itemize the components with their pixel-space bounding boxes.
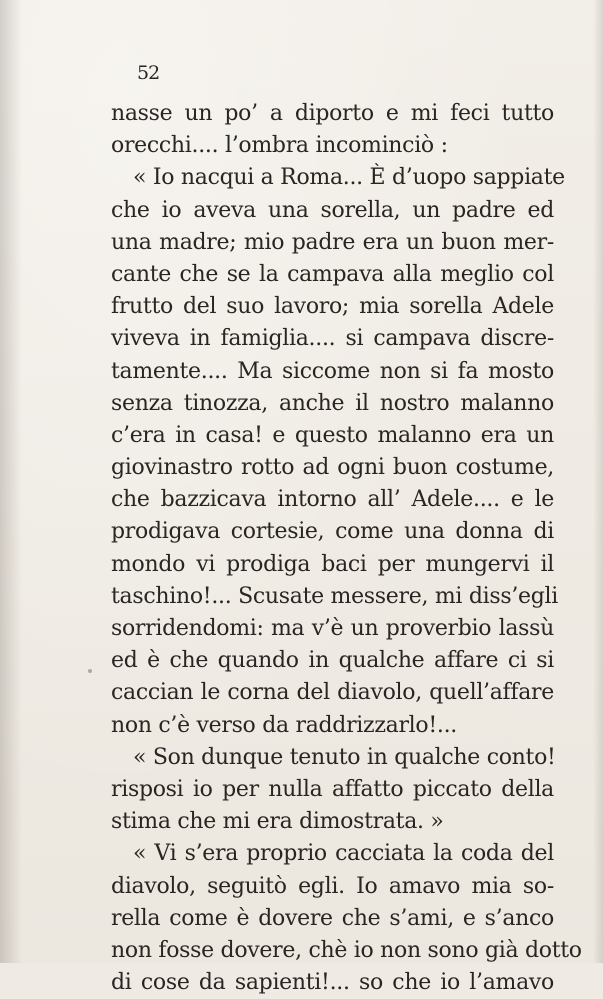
text-line: prodigava cortesie, come una donna di	[111, 519, 554, 545]
page-number: 52	[137, 62, 160, 84]
page-edge-shadow	[593, 0, 603, 963]
body-text	[111, 98, 582, 999]
text-line: frutto del suo lavoro; mia sorella Adele	[111, 294, 554, 320]
text-line: cante che se la campava alla meglio col	[111, 261, 554, 287]
text-line: non c’è verso da raddrizzarlo!...	[111, 712, 457, 738]
text-line: rella come è dovere che s’ami, e s’anco	[111, 905, 554, 931]
text-line: viveva in famiglia.... si campava discre-	[111, 326, 554, 352]
text-line: « Son dunque tenuto in qualche conto!	[133, 744, 556, 770]
paper-speck	[172, 850, 175, 853]
text-line: tamente.... Ma siccome non si fa mosto	[111, 358, 554, 384]
text-line: risposi io per nulla affatto piccato della	[111, 776, 554, 802]
text-line: che bazzicava intorno all’ Adele.... e le	[111, 487, 554, 513]
text-line: mondo vi prodiga baci per mungervi il	[111, 551, 554, 577]
text-line: nasse un po’ a diporto e mi feci tutto	[111, 101, 554, 126]
text-line: che io aveva una sorella, un padre ed	[111, 197, 554, 223]
text-line: taschino!... Scusate messere, mi diss’egli	[111, 583, 558, 609]
text-line: una madre; mio padre era un buon mer-	[111, 229, 554, 255]
text-line: diavolo, seguitò egli. Io amavo mia so-	[111, 873, 554, 899]
text-line: « Vi s’era proprio cacciata la coda del	[133, 841, 554, 867]
text-line: sorridendomi: ma v’è un proverbio lassù	[111, 616, 554, 641]
text-line: non fosse dovere, chè io non sono già dotto	[111, 937, 582, 963]
text-line: di cose da sapienti!... so che io l’amavo	[111, 970, 554, 996]
text-line: stima che mi era dimostrata. »	[111, 809, 444, 835]
paper-speck	[88, 669, 92, 673]
text-line: caccian le corna del diavolo, quell’affare	[111, 680, 554, 706]
text-line: orecchi.... l’ombra incominciò :	[111, 133, 448, 159]
text-line: giovinastro rotto ad ogni buon costume,	[111, 455, 554, 481]
text-line: « Io nacqui a Roma... È d’uopo sappiate	[133, 165, 565, 191]
page-gutter-shadow	[0, 0, 22, 963]
text-line: senza tinozza, anche il nostro malanno	[111, 390, 554, 416]
text-line: c’era in casa! e questo malanno era un	[111, 422, 554, 448]
text-line: ed è che quando in qualche affare ci si	[111, 648, 554, 674]
